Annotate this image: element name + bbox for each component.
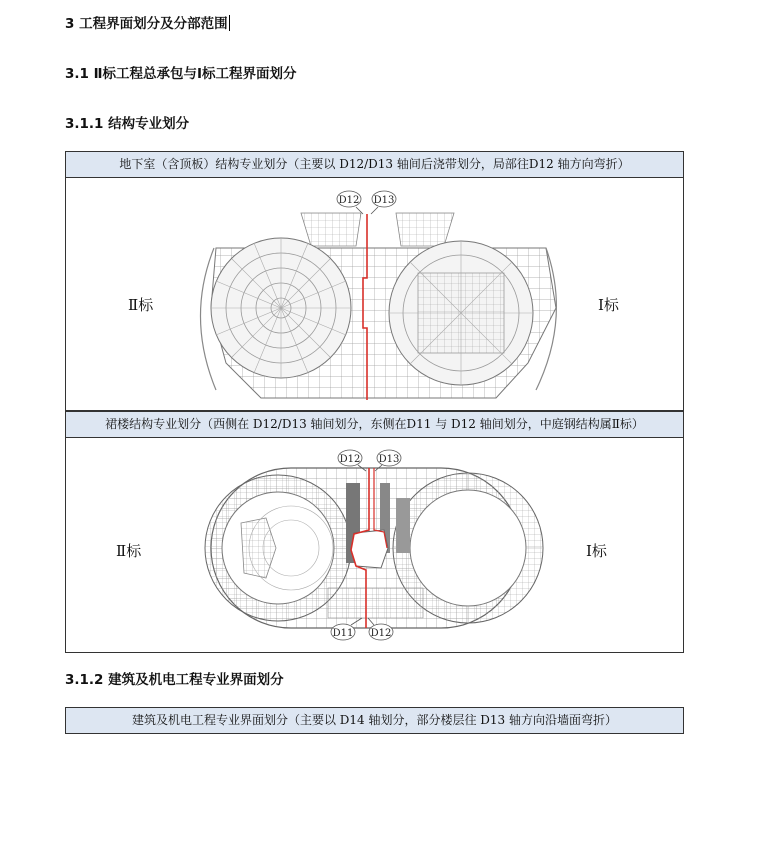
- basement-right-label: Ⅰ标: [598, 296, 619, 314]
- section-3-1-2-heading: 3.1.2 建筑及机电工程专业界面划分: [65, 672, 284, 688]
- basement-left-label: Ⅱ标: [128, 296, 154, 314]
- basement-caption: 地下室（含顶板）结构专业划分（主要以 D12/D13 轴间后浇带划分，局部往D12 轴方向弯折）: [119, 157, 630, 171]
- basement-axis-tag-d13: D13: [373, 195, 395, 206]
- section-3-1-heading: 3.1 Ⅱ标工程总承包与Ⅰ标工程界面划分: [65, 66, 297, 82]
- podium-plan-drawing: [66, 438, 685, 653]
- podium-axis-tag-d13-top: D13: [378, 454, 400, 465]
- podium-caption-row: [65, 411, 684, 438]
- podium-axis-tag-d12-top: D12: [339, 454, 361, 465]
- basement-caption-row: [65, 151, 684, 178]
- mep-caption-row: [65, 707, 684, 734]
- podium-plan-cell: [65, 438, 684, 653]
- podium-right-label: Ⅰ标: [586, 542, 607, 560]
- podium-caption: 裙楼结构专业划分（西侧在 D12/D13 轴间划分，东侧在D11 与 D12 轴间划分，中庭钢结构属Ⅱ标）: [105, 417, 644, 431]
- podium-axis-tag-d12-bottom: D12: [370, 628, 392, 639]
- basement-axis-tag-d12: D12: [338, 195, 360, 206]
- section-3-heading: 3 工程界面划分及分部范围: [65, 16, 228, 32]
- section-3-1-1-heading: 3.1.1 结构专业划分: [65, 116, 190, 132]
- podium-axis-tag-d11-bottom: D11: [332, 628, 354, 639]
- basement-plan-drawing: [66, 178, 685, 411]
- mep-caption: 建筑及机电工程专业界面划分（主要以 D14 轴划分，部分楼层往 D13 轴方向沿墙面弯折）: [131, 713, 618, 727]
- text-cursor: [229, 15, 230, 31]
- podium-left-label: Ⅱ标: [116, 542, 142, 560]
- basement-plan-cell: [65, 178, 684, 411]
